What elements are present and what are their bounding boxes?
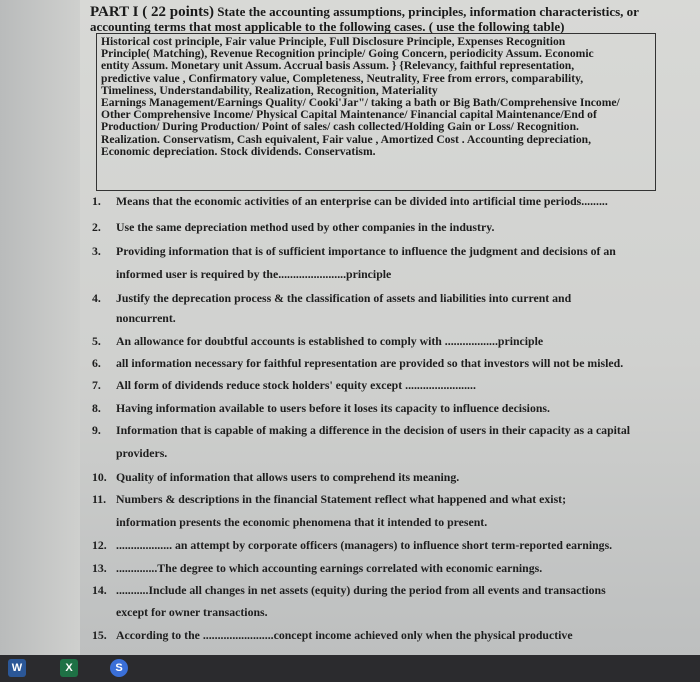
question-text: ................... an attempt by corporate officers (managers) to influence short term-reported earnings. xyxy=(116,538,613,552)
table-line: Timeliness, Understandability, Realization, Recognition, Materiality xyxy=(101,83,438,97)
question-text: Numbers & descriptions in the financial Statement reflect what happened and what exist; xyxy=(116,492,567,506)
question-text: Justify the deprecation process & the classification of assets and liabilities into current and xyxy=(116,291,572,305)
table-line: Production/ During Production/ Point of sales/ cash collected/Holding Gain or Loss/ Recognition. xyxy=(101,120,579,134)
question-number: 2. xyxy=(92,220,101,234)
question-number: 13. xyxy=(92,561,107,575)
question-text: Quality of information that allows users to comprehend its meaning. xyxy=(116,470,460,484)
table-line: Realization. Conservatism, Cash equivalent, Fair value , Amortized Cost . Accounting depreciation, xyxy=(101,132,592,146)
question-text: Having information available to users before it loses its capacity to influence decisions. xyxy=(116,401,550,415)
section-header xyxy=(90,5,675,33)
instruction-line-2: accounting terms that most applicable to the following cases. ( use the following table) xyxy=(90,18,565,34)
question-text: Use the same depreciation method used by other companies in the industry. xyxy=(116,220,495,234)
terms-table xyxy=(96,33,656,191)
question-text: ...........Include all changes in net assets (equity) during the period from all events and transactions xyxy=(116,583,606,597)
taskbar xyxy=(0,655,700,682)
question-text: All form of dividends reduce stock holders' equity except ........................ xyxy=(116,378,476,392)
question-number: 11. xyxy=(92,492,107,506)
question-text: Information that is capable of making a difference in the decision of users in their capacity as a capital xyxy=(116,423,631,437)
table-line: entity Assum. Monetary unit Assum. Accrual basis Assum. } {Relevancy, faithful representation, xyxy=(101,59,575,73)
question-number: 8. xyxy=(92,401,101,415)
table-line: predictive value , Confirmatory value, Completeness, Neutrality, Free from errors, comparability, xyxy=(101,71,584,85)
question-text: noncurrent. xyxy=(116,311,176,325)
question-number: 3. xyxy=(92,244,101,258)
question-text: all information necessary for faithful representation are provided so that investors will not be misled. xyxy=(116,356,624,370)
question-number: 14. xyxy=(92,583,107,597)
question-number: 10. xyxy=(92,470,107,484)
excel-icon[interactable]: X xyxy=(60,659,78,677)
word-icon[interactable]: W xyxy=(8,659,26,677)
question-text: ..............The degree to which accounting earnings correlated with economic earnings. xyxy=(116,561,543,575)
question-text: except for owner transactions. xyxy=(116,605,268,619)
question-text: informed user is required by the.......................principle xyxy=(116,267,392,281)
question-text: An allowance for doubtful accounts is established to comply with ..................principle xyxy=(116,334,544,348)
question-number: 1. xyxy=(92,194,101,208)
table-line: Earnings Management/Earnings Quality/ Cooki'Jar"/ taking a bath or Big Bath/Comprehensive Income/ xyxy=(101,96,620,110)
page-shadow xyxy=(0,0,80,655)
question-text: providers. xyxy=(116,446,168,460)
question-number: 5. xyxy=(92,334,101,348)
table-line: Economic depreciation. Stock dividends. Conservatism. xyxy=(101,144,376,158)
question-number: 6. xyxy=(92,356,101,370)
part-title: PART I ( 22 points) xyxy=(90,4,214,20)
instruction-line-1: State the accounting assumptions, principles, information characteristics, or xyxy=(217,4,639,19)
question-number: 7. xyxy=(92,378,101,392)
question-text: Providing information that is of sufficient importance to influence the judgment and decisions of an xyxy=(116,244,616,258)
question-number: 15. xyxy=(92,628,107,642)
question-text: information presents the economic phenomena that it intended to present. xyxy=(116,515,488,529)
app-icon[interactable]: S xyxy=(110,659,128,677)
table-line: Other Comprehensive Income/ Physical Capital Maintenance/ Financial capital Maintenance/End of xyxy=(101,108,597,122)
table-line: Principle( Matching), Revenue Recognition principle/ Going Concern, periodicity Assum. Economic xyxy=(101,47,594,61)
question-text: Means that the economic activities of an enterprise can be divided into artificial time periods......... xyxy=(116,194,608,208)
question-number: 12. xyxy=(92,538,107,552)
table-line: Historical cost principle, Fair value Principle, Full Disclosure Principle, Expenses Recognition xyxy=(101,35,566,48)
question-number: 9. xyxy=(92,423,101,437)
question-text: According to the ........................concept income achieved only when the physical productive xyxy=(116,628,573,642)
question-number: 4. xyxy=(92,291,101,305)
